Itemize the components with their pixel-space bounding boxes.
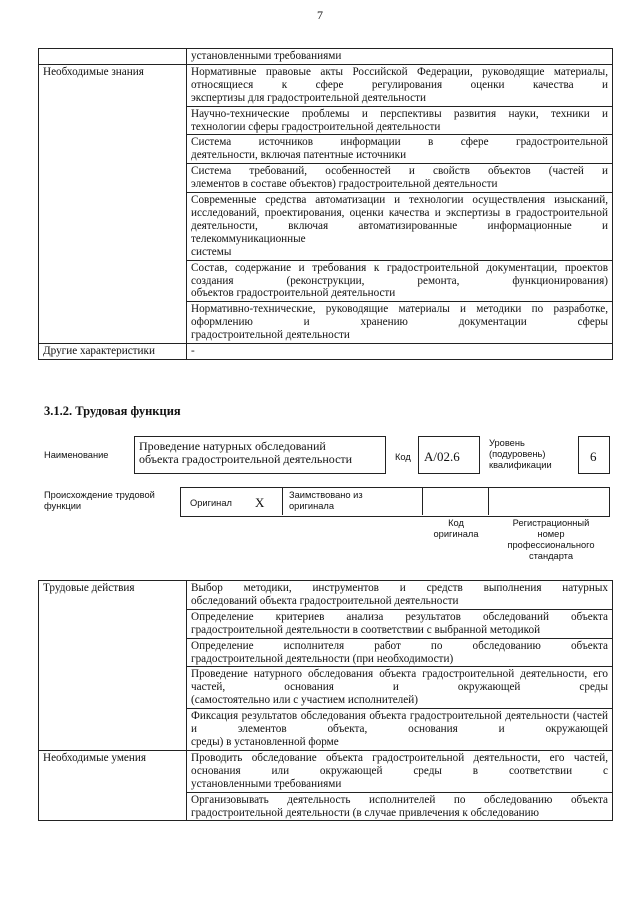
row-item: [187, 581, 613, 610]
reg-caption: Регистрационный номер профессионального стандарта: [507, 518, 595, 561]
row-item: [187, 609, 613, 638]
origin-box: [180, 487, 610, 517]
code-value: А/02.6: [424, 449, 460, 464]
text-line: Выбор методики, инструментов и средств выполнения натурных: [191, 582, 608, 594]
code-caption: Код оригинала: [433, 518, 479, 539]
row-label: Необходимые умения: [39, 750, 187, 821]
row-item: [187, 638, 613, 667]
row-item: [187, 260, 613, 302]
origin-divider-1: [282, 487, 283, 515]
row-item: [187, 792, 613, 821]
text-line: обследований объекта градостроительной деятельности: [191, 594, 459, 607]
text-line: градостроительной деятельности: [191, 329, 350, 342]
text-line: Нормативно-технические, руководящие материалы и методики по: [191, 303, 544, 316]
table-row: [39, 344, 613, 360]
row-item: [187, 709, 613, 751]
text-line: Определение критериев анализа результатов обследований объекта: [191, 610, 608, 623]
text-line: объектов градостроительной деятельности: [191, 287, 396, 300]
row-label: Необходимые знания: [39, 64, 187, 343]
text-line: проектов создания (реконструкции, ремонта, функционирования): [191, 261, 608, 287]
text-line: Организовывать деятельность исполнителей по обследованию объекта: [191, 793, 608, 806]
text-line: -: [191, 345, 195, 358]
text-line: технологии сферы градостроительной деятельности: [191, 120, 441, 133]
row-item: [187, 667, 613, 709]
text-line: экспертизы в градостроительной деятельности, включая: [191, 206, 608, 232]
text-line: деятельности, включая патентные источники: [191, 149, 407, 162]
row-item: [187, 64, 613, 106]
knowledge-table: [38, 48, 613, 360]
text-line: Проведение натурного обследования объекта градостроительной: [191, 668, 515, 681]
row-item: [187, 750, 613, 792]
text-line: деятельности (частей и элементов объекта, основания и окружающей: [191, 710, 608, 736]
origin-divider-3: [488, 487, 489, 515]
text-line: Система требований, особенностей и свойств объектов (частей и: [191, 165, 608, 178]
text-line: экспертизы для градостроительной деятельности: [191, 91, 426, 104]
text-line: автоматизированные информационные и телекоммуникационные: [191, 219, 609, 245]
text-line: установленными требованиями: [191, 777, 342, 790]
row-item: [187, 302, 613, 344]
table-row: [39, 581, 613, 610]
page-number: 7: [317, 8, 323, 22]
level-label: Уровень (подуровень) квалификации: [489, 438, 552, 470]
text-line: градостроительной деятельности (в случае привлечения к обследованию: [191, 806, 540, 819]
text-line: Система источников информации в сфере градостроительной: [191, 136, 608, 149]
row-label: [39, 49, 187, 65]
row-item: [187, 344, 613, 360]
text-line: деятельности, его частей, основания и окружающей среды: [191, 668, 609, 694]
actions-table: [38, 580, 613, 821]
text-line: частей, основания или окружающей среды в соответствии с: [191, 751, 609, 777]
function-name: Проведение натурных обследований объекта градостроительной деятельности: [139, 439, 353, 466]
row-label: Другие характеристики: [39, 344, 187, 360]
original-label: Оригинал: [190, 498, 232, 508]
origin-label: Происхождение трудовой функции: [44, 490, 155, 511]
origin-divider-2: [422, 487, 423, 515]
text-line: Фиксация результатов обследования объекта градостроительной: [191, 710, 502, 723]
original-mark: X: [255, 495, 265, 510]
code-label: Код: [395, 452, 411, 462]
text-line: (самостоятельно или с участием исполнителей): [191, 694, 418, 707]
level-value: 6: [590, 449, 597, 464]
text-line: Нормативные правовые акты Российской Федерации, руководящие: [191, 65, 545, 78]
text-line: изысканий, исследований, проектирования, оценки качества и: [191, 194, 608, 219]
row-item: [187, 193, 613, 261]
row-label: Трудовые действия: [39, 581, 187, 751]
text-line: градостроительной деятельности (при необходимости): [191, 652, 454, 665]
name-label: Наименование: [44, 450, 109, 460]
borrowed-label: Заимствовано из оригинала: [289, 490, 363, 511]
text-line: элементов в составе объектов) градостроительной деятельности: [191, 178, 498, 191]
text-line: системы: [191, 245, 232, 258]
text-line: Современные средства автоматизации и технологии осуществления: [191, 194, 546, 207]
table-row: [39, 64, 613, 106]
table-row: [39, 750, 613, 792]
text-line: градостроительной деятельности в соответствии с выбранной методикой: [191, 623, 541, 636]
text-line: Научно-технические проблемы и перспективы развития науки, техники и: [191, 107, 608, 120]
text-line: Состав, содержание и требования к градостроительной документации,: [191, 261, 558, 274]
table-row: [39, 49, 613, 65]
text-line: Проводить обследование объекта градостроительной деятельности, его: [191, 751, 565, 764]
row-item: [187, 164, 613, 193]
row-item: [187, 106, 613, 135]
text-line: материалы, относящиеся к сфере регулирования оценки качества и: [191, 65, 608, 91]
row-item: [187, 135, 613, 164]
text-line: среды) в установленной форме: [191, 735, 339, 748]
text-line: разработке, оформлению и хранению документации сферы: [191, 303, 608, 329]
continuation-text: установленными требованиями: [187, 49, 613, 65]
section-heading: 3.1.2. Трудовая функция: [44, 404, 181, 418]
text-line: Определение исполнителя работ по обследованию объекта: [191, 639, 608, 652]
